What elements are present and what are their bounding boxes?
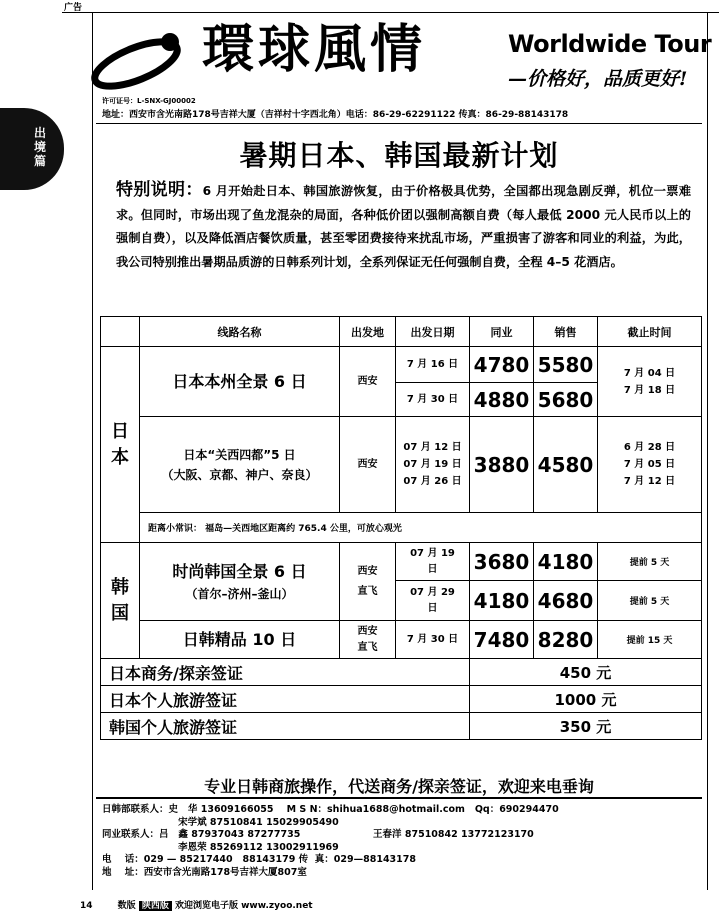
deadline: 提前 5 天 (598, 543, 702, 581)
table-row (101, 686, 702, 713)
retail-price: 5680 (534, 383, 598, 417)
depart-date: 07 月 19 日 (396, 543, 470, 581)
deadline: 7 月 04 日 7 月 18 日 (598, 347, 702, 417)
contact-line: 宋学斌 87510841 15029905490 (102, 816, 339, 828)
depart-date: 07 月 29 日 (396, 581, 470, 621)
distance-note: 距离小常识： 福岛—关西地区距离约 765.4 公里，可放心观光 (140, 513, 702, 543)
brand-name: 環球風情 (202, 19, 427, 80)
visa-name: 日本个人旅游签证 (101, 686, 470, 713)
depart-dates: 07 月 12 日 07 月 19 日 07 月 26 日 (396, 417, 470, 513)
retail-price: 8280 (534, 621, 598, 659)
retail-price: 4580 (534, 417, 598, 513)
trade-price: 4880 (470, 383, 534, 417)
contact-line: 地 址：西安市含光南路178号吉祥大厦807室 (102, 866, 307, 878)
depart-from: 西安 (340, 417, 396, 513)
header-deadline: 截止时间 (598, 317, 702, 347)
route-title: 日本“关西四都”5 日 (183, 447, 296, 462)
contact-line: 电 话：029 — 85217440 88143179 传 真：029—88143178 (102, 854, 416, 865)
brand-slogan: —价格好，品质更好! (508, 68, 688, 90)
divider (96, 797, 702, 799)
table-row (101, 659, 702, 686)
route-title: 时尚韩国全景 6 日 (172, 561, 307, 581)
ad-tag: 广告 (64, 3, 83, 13)
table-row (101, 621, 702, 659)
table-row (101, 543, 702, 581)
depart-from: 西安 直飞 (340, 621, 396, 659)
header-dates: 出发日期 (396, 317, 470, 347)
trade-price: 4180 (470, 581, 534, 621)
depart-date: 7 月 30 日 (396, 383, 470, 417)
header-trade: 同业 (470, 317, 534, 347)
visa-price: 450 元 (470, 659, 702, 686)
table-header-row (101, 317, 702, 347)
table-row (101, 513, 702, 543)
visa-name: 韩国个人旅游签证 (101, 713, 470, 740)
route-name: 日韩精品 10 日 (140, 621, 340, 659)
contact-line: 同业联系人：吕 鑫 87937043 87277735 王春洋 87510842 13772123170 (102, 829, 534, 840)
page-number: 14 (80, 901, 93, 911)
deadline: 提前 15 天 (598, 621, 702, 659)
table-row (101, 347, 702, 383)
header-blank (101, 317, 140, 347)
route-cities: （首尔–济州–釜山） (185, 586, 294, 601)
trade-price: 3680 (470, 543, 534, 581)
route-name (140, 417, 340, 513)
route-name (140, 543, 340, 621)
bottom-slogan: 专业日韩商旅操作，代送商务/探亲签证，欢迎来电垂询 (204, 777, 594, 796)
footer-edition-badge: 陕西版 (139, 901, 172, 911)
depart-date: 7 月 16 日 (396, 347, 470, 383)
visa-name: 日本商务/探亲签证 (101, 659, 470, 686)
company-address: 地址：西安市含光南路178号吉祥大厦（吉祥村十字西北角）电话：86-29-62291122 传真：86-29-88143178 (102, 110, 569, 120)
trade-price: 7480 (470, 621, 534, 659)
header-retail: 销售 (534, 317, 598, 347)
globe-logo-icon (84, 22, 196, 94)
contact-block (102, 804, 559, 879)
table-row (101, 713, 702, 740)
depart-from: 西安 直飞 (340, 543, 396, 621)
contact-line: 日韩部联系人：史 华 13609166055 M S N：shihua1688@hotmail.com Qq：690294470 (102, 804, 559, 815)
deadline: 6 月 28 日 7 月 05 日 7 月 12 日 (598, 417, 702, 513)
retail-price: 4180 (534, 543, 598, 581)
header-depart-from: 出发地 (340, 317, 396, 347)
table-row (101, 417, 702, 513)
footer (80, 898, 313, 911)
footer-label: 数版 (117, 901, 136, 911)
divider (96, 123, 702, 124)
license-number: 许可证号：L-SNX-GJ00002 (102, 97, 196, 105)
depart-date: 7 月 30 日 (396, 621, 470, 659)
side-tab-label: 出境篇 (33, 126, 46, 168)
intro-paragraph (116, 179, 691, 274)
route-name: 日本本州全景 6 日 (140, 347, 340, 417)
route-cities: （大阪、京都、神户、奈良） (161, 467, 318, 482)
trade-price: 4780 (470, 347, 534, 383)
intro-label: 特别说明： (116, 180, 203, 200)
header-route: 线路名称 (140, 317, 340, 347)
intro-text: 6 月开始赴日本、韩国旅游恢复，由于价格极具优势，全国都出现急剧反弹，机位一票难求。但同时，市场出现了鱼龙混杂的局面，各种低价团以强制高额自费（每人最低 2000 元人民币以上的强制自费），以及降低酒店餐饮质量，甚至零团费接待来扰乱市场，严重损害了游客和同业的利益，为此，我公司特别推出暑期品质游的日韩系列计划，全系列保证无任何强制自费，全程 4–5 花酒店。 (116, 184, 692, 269)
country-japan: 日 本 (101, 347, 140, 543)
retail-price: 4680 (534, 581, 598, 621)
deadline: 提前 5 天 (598, 581, 702, 621)
tour-table (100, 316, 702, 740)
visa-price: 1000 元 (470, 686, 702, 713)
contact-line: 李恩荣 85269112 13002911969 (102, 841, 339, 853)
trade-price: 3880 (470, 417, 534, 513)
visa-price: 350 元 (470, 713, 702, 740)
headline: 暑期日本、韩国最新计划 (239, 139, 559, 172)
brand-name-en: Worldwide Tour (508, 30, 712, 58)
footer-website: 欢迎浏览电子版 www.zyoo.net (174, 901, 313, 911)
retail-price: 5580 (534, 347, 598, 383)
depart-from: 西安 (340, 347, 396, 417)
country-korea: 韩 国 (101, 543, 140, 659)
